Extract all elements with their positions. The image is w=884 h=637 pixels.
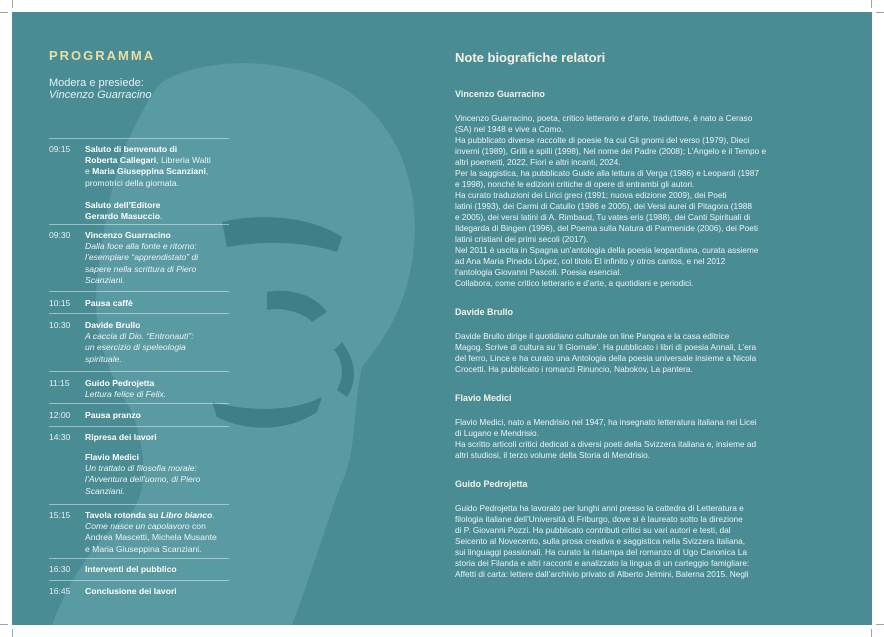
schedule-text: Ripresa dei lavori	[85, 432, 157, 442]
programma-column	[49, 48, 429, 596]
schedule-text: Guido Pedrojetta Lettura felice di Felix.	[85, 378, 167, 400]
notes-column	[455, 50, 835, 580]
schedule-text: Saluto dell’Editore Gerardo Masuccio.	[85, 200, 163, 222]
schedule-divider	[49, 371, 229, 372]
schedule-text: Pausa pranzo	[85, 410, 141, 420]
crop-mark	[12, 629, 13, 637]
schedule-divider	[49, 224, 229, 225]
schedule-divider	[49, 403, 229, 404]
schedule-divider	[49, 291, 229, 292]
speaker-bio: Guido Pedrojetta ha lavorato per lunghi anni presso la cattedra di Letteratura e filologia italiane dell’Università di Friburgo, dove si è laureato sotto la direzione di P. Giovanni Pozzi. Ha pubblicato contributi critici su vari autori e testi, dal Seicento al Novecento, sulla prosa creativa e saggistica nella Svizzera italiana, sui linguaggi passionali. Ha curato la ristampa del romanzo di Ugo Canonica La storia dei Filanda e altri racconti e analizzato la lingua di un carteggio famigliare: Affetti di carta: lettere dall’archivio privato di Alberto Jelmini, Balerna 2015. Negli	[455, 503, 750, 579]
schedule-time: 09:30	[49, 230, 71, 240]
moderator-name: Vincenzo Guarracino	[49, 89, 152, 101]
speaker-name: Vincenzo Guarracino	[455, 89, 545, 99]
schedule-time: 09:15	[49, 144, 71, 154]
schedule-divider	[49, 504, 229, 505]
schedule-time: 10:30	[49, 320, 71, 330]
schedule-text: Pausa caffè	[85, 298, 133, 308]
schedule-text: Davide Brullo A caccia di Dio. “Entronauti”: un esercizio di speleologia spirituale.	[85, 320, 194, 364]
schedule-divider	[49, 138, 229, 139]
schedule-text: Flavio Medici Un trattato di filosofia morale: l’Avventura dell’uomo, di Piero Scanziani.	[85, 452, 201, 496]
schedule-text: Saluto di benvenuto di Roberta Callegari, Libreria Walti e Maria Giuseppina Scanziani, promotrici della giornata.	[85, 144, 211, 188]
schedule-time: 12:00	[49, 410, 71, 420]
crop-mark	[0, 12, 8, 13]
crop-mark	[871, 0, 872, 8]
schedule-time: 16:45	[49, 586, 71, 596]
schedule-text: Conclusione dei lavori	[85, 586, 177, 596]
speaker-name: Davide Brullo	[455, 307, 514, 317]
brochure-sheet	[12, 12, 872, 625]
schedule-text: Vincenzo Guarracino Dalla foce alla fonte e ritorno: l’esemplare “apprendistato” di sapere nella scrittura di Piero Scanziani.	[85, 230, 199, 285]
crop-mark	[0, 624, 8, 625]
schedule-time: 16:30	[49, 564, 71, 574]
notes-title: Note biografiche relatori	[455, 50, 606, 65]
schedule-time: 11:15	[49, 378, 70, 388]
crop-mark	[876, 624, 884, 625]
schedule-divider	[49, 558, 229, 559]
programma-title: PROGRAMMA	[49, 48, 156, 63]
speaker-bio: Flavio Medici, nato a Mendrisio nel 1947, ha insegnato letteratura italiana nei Licei di Lugano e Mendrisio. Ha scritto articoli critici dedicati a diversi poeti della Svizzera italiana e, insieme ad altri studiosi, il terzo volume della Storia di Mendrisio.	[455, 417, 757, 460]
schedule-text: Interventi del pubblico	[85, 564, 177, 574]
schedule-divider	[49, 426, 229, 427]
schedule-time: 14:30	[49, 432, 71, 442]
speaker-name: Flavio Medici	[455, 393, 512, 403]
speaker-notes	[455, 89, 835, 580]
speaker-bio: Davide Brullo dirige il quotidiano culturale on line Pangea e la casa editrice Magog. Scrive di cultura su ‘il Giornale’. Ha pubblicato i libri di poesia Annali, L’era del ferro, Lince e ha curato una Antologia della poesia universale insieme a Nicola Crocetti. Ha pubblicato i romanzi Rinuncio, Nabokov, La pantera.	[455, 331, 757, 374]
moderator-label: Modera e presiede:	[49, 77, 144, 89]
crop-mark	[871, 629, 872, 637]
speaker-name: Guido Pedrojetta	[455, 479, 528, 489]
schedule-text: Tavola rotonda su Libro bianco. Come nasce un capolavoro con Andrea Mascetti, Michela Musante e Maria Giuseppina Scanziani.	[85, 510, 217, 554]
schedule-time: 15:15	[49, 510, 71, 520]
crop-mark	[12, 0, 13, 8]
schedule-divider	[49, 580, 229, 581]
crop-mark	[876, 12, 884, 13]
speaker-bio: Vincenzo Guarracino, poeta, critico letterario e d’arte, traduttore, è nato a Ceraso (SA) nel 1948 e vive a Como. Ha pubblicato diverse raccolte di poesie fra cui Gli gnomi del verso (1979), Dieci inverni (1989), Grilli e spilli (1998), Nel nome del Padre (2008); L’Angelo e il Tempo e altri poemetti, 2022, Fiori e altri incanti, 2024. Per la saggistica, ha pubblicato Guide alla lettura di Verga (1986) e Leopardi (1987 e 1998), nonché le edizioni critiche di opere di entrambi gli autori. Ha curato traduzioni dei Lirici greci (1991; nuova edizione 2009), dei Poeti latini (1993), dei Carmi di Catullo (1986 e 2005), dei Versi aurei di Pitagora (1988 e 2005), dei versi latini di A. Rimbaud, Tu vates eris (1988), dei Canti Spirituali di Ildegarda di Bingen (1996), del Poema sulla Natura di Parmenide (2006), dei Poeti latini cristiani dei primi secoli (2017). Nel 2011 è uscita in Spagna un’antologia della poesia leopardiana, curata assieme ad Ana Maria Pinedo López, col titolo El infinito y otros cantos, e nel 2012 l’antologia Giovanni Pascoli. Poesia esencial. Collabora, come critico letterario e d’arte, a quotidiani e periodici.	[455, 113, 767, 288]
schedule-divider	[49, 313, 229, 314]
schedule-time: 10:15	[49, 298, 71, 308]
